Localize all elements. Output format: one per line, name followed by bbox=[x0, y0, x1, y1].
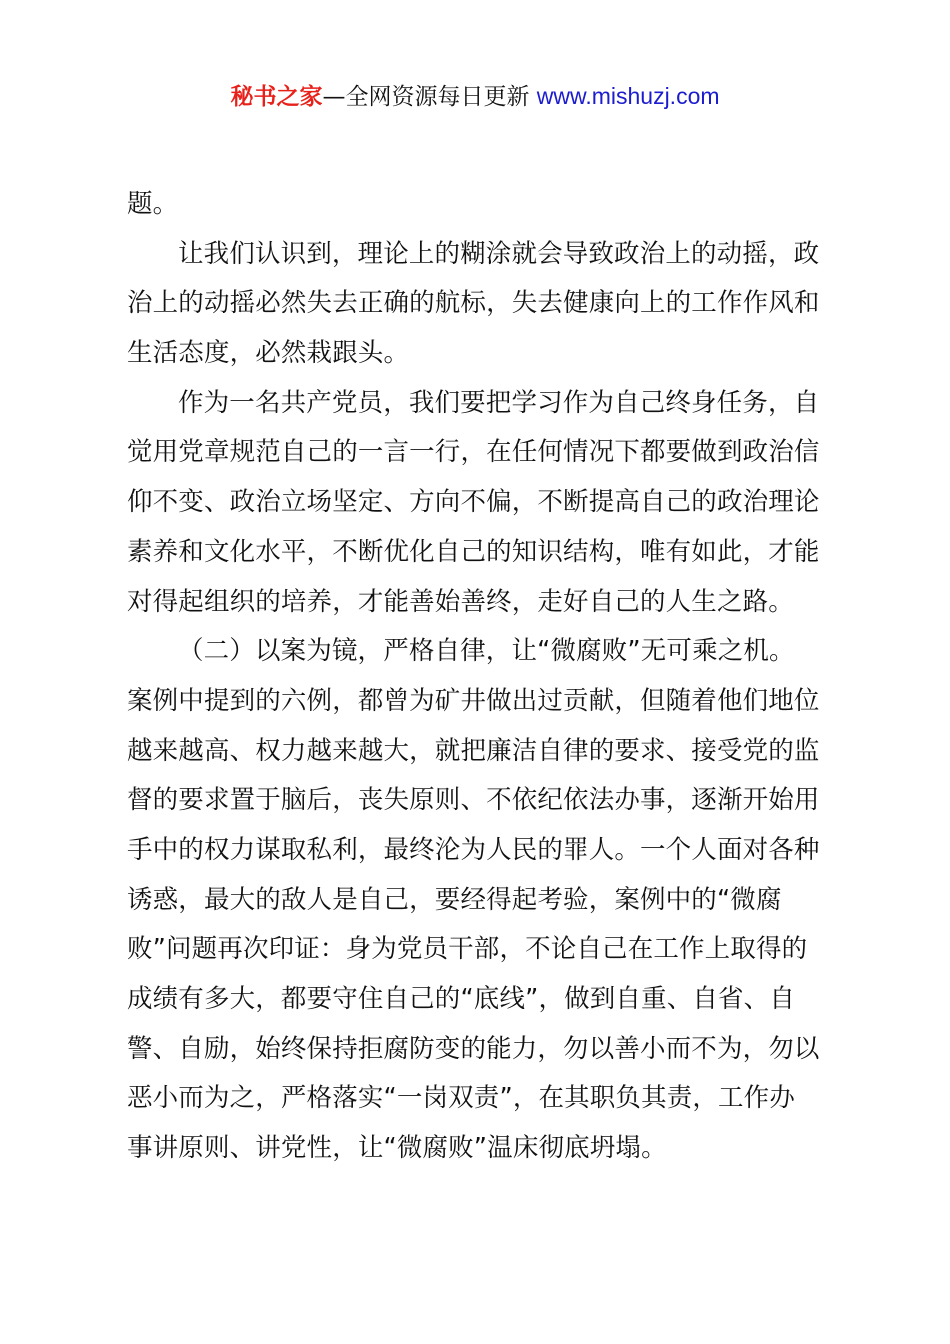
text-line: 越来越高、权力越来越大，就把廉洁自律的要求、接受党的监 bbox=[127, 735, 820, 766]
paragraph-first-line: 作为一名共产党员，我们要把学习作为自己终身任务，自 bbox=[178, 387, 820, 418]
text-line: 成绩有多大，都要守住自己的“底线”，做到自重、自省、自 bbox=[127, 984, 795, 1014]
text-line: 事讲原则、讲党性，让“微腐败”温床彻底坍塌。 bbox=[127, 1133, 667, 1164]
header-tagline: —全网资源每日更新 bbox=[322, 84, 537, 110]
text-line: 对得起组织的培养，才能善始善终，走好自己的人生之路。 bbox=[127, 586, 794, 617]
site-url-link[interactable]: www.mishuzj.com bbox=[536, 83, 720, 109]
text-line: 题。 bbox=[127, 189, 179, 219]
paragraph-first-line: 让我们认识到，理论上的糊涂就会导致政治上的动摇，政 bbox=[178, 238, 820, 269]
page-header bbox=[0, 78, 950, 115]
text-line: 诱惑，最大的敌人是自己，要经得起考验，案例中的“微腐 bbox=[127, 884, 782, 915]
text-line: 仰不变、政治立场坚定、方向不偏，不断提高自己的政治理论 bbox=[127, 487, 820, 518]
text-line: 警、自励，始终保持拒腐防变的能力，勿以善小而不为，勿以 bbox=[127, 1033, 820, 1064]
text-line: 恶小而为之，严格落实“一岗双责”，在其职负其责，工作办 bbox=[127, 1083, 795, 1114]
text-line: 案例中提到的六例，都曾为矿井做出过贡献，但随着他们地位 bbox=[127, 685, 820, 716]
text-line: 败”问题再次印证：身为党员干部，不论自己在工作上取得的 bbox=[127, 934, 808, 965]
text-line: 治上的动摇必然失去正确的航标，失去健康向上的工作作风和 bbox=[127, 288, 820, 319]
section-heading-line: （二）以案为镜，严格自律，让“微腐败”无可乘之机。 bbox=[178, 636, 795, 667]
text-line: 生活态度，必然栽跟头。 bbox=[127, 338, 410, 369]
brand-name: 秘书之家 bbox=[230, 84, 323, 110]
text-line: 手中的权力谋取私利，最终沦为人民的罪人。一个人面对各种 bbox=[127, 834, 820, 865]
text-line: 素养和文化水平，不断优化自己的知识结构，唯有如此，才能 bbox=[127, 536, 820, 567]
text-line: 督的要求置于脑后，丧失原则、不依纪依法办事，逐渐开始用 bbox=[127, 785, 820, 816]
document-body bbox=[127, 180, 837, 1174]
text-line: 觉用党章规范自己的一言一行，在任何情况下都要做到政治信 bbox=[127, 437, 820, 468]
